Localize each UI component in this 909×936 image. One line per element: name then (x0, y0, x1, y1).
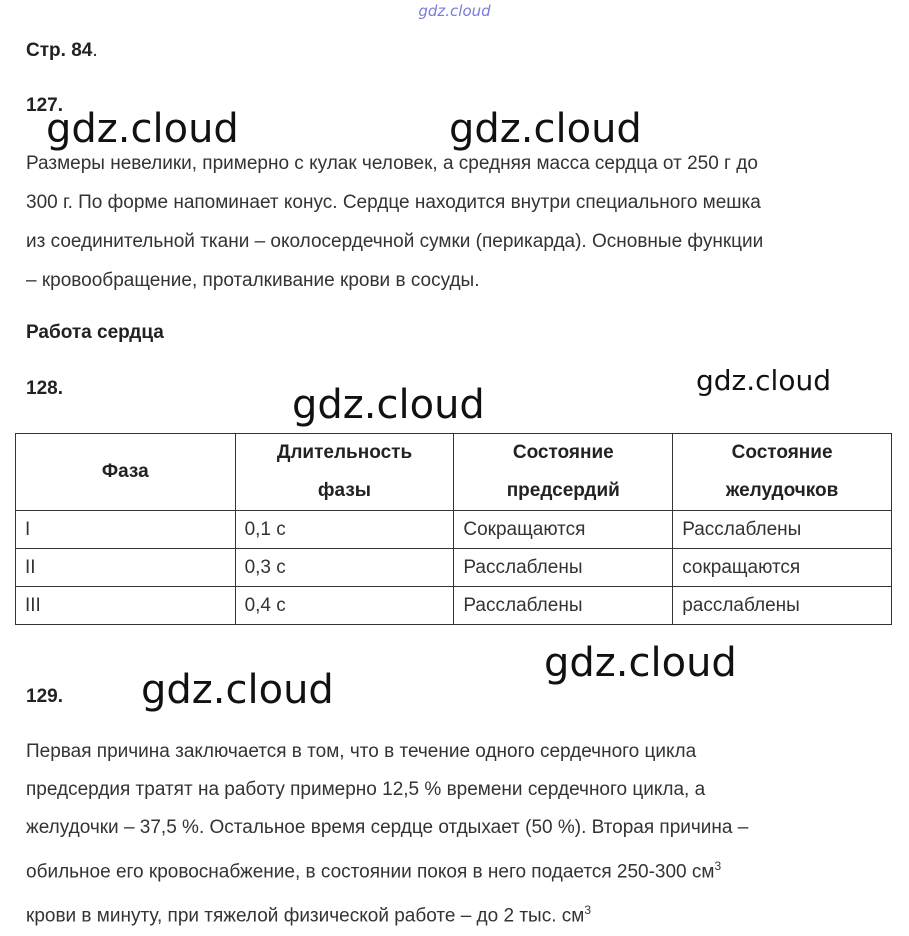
header-atria-line2: предсердий (506, 480, 620, 501)
task-127-text (26, 144, 896, 300)
table-cell: Сокращаются (454, 511, 673, 549)
header-atria-line1: Состояние (512, 442, 614, 463)
watermark-1: gdz.cloud (46, 106, 239, 152)
table-cell: III (16, 587, 236, 625)
watermark-2: gdz.cloud (449, 106, 642, 152)
cubic-superscript: 3 (584, 903, 591, 918)
top-watermark: gdz.cloud (418, 2, 491, 20)
header-ventricles-line1: Состояние (731, 442, 833, 463)
table-cell: I (16, 511, 236, 549)
task-127-line: Размеры невелики, примерно с кулак человек, а средняя масса сердца от 250 г до (26, 153, 758, 174)
watermark-4: gdz.cloud (292, 382, 485, 428)
task-129-line-4-text: обильное его кровоснабжение, в состоянии покоя в него подается 250-300 см (26, 861, 715, 883)
table-row (16, 549, 892, 587)
watermark-3: gdz.cloud (696, 364, 831, 397)
task-129-line: Первая причина заключается в том, что в течение одного сердечного цикла (26, 741, 697, 762)
table-cell: 0,3 с (235, 549, 454, 587)
watermark-5: gdz.cloud (544, 640, 737, 686)
table-cell: сокращаются (673, 549, 892, 587)
header-duration (235, 434, 454, 511)
header-ventricles (673, 434, 892, 511)
page-label-text: Стр. 84 (26, 40, 93, 61)
page-label-dot: . (92, 40, 98, 61)
section-title: Работа сердца (26, 322, 164, 343)
watermark-6: gdz.cloud (141, 667, 334, 713)
header-phase (16, 434, 236, 511)
table-row (16, 511, 892, 549)
task-129-line-4 (26, 847, 896, 891)
header-ventricles-line2: желудочков (725, 480, 839, 501)
table-cell: расслаблены (673, 587, 892, 625)
table-cell: 0,4 с (235, 587, 454, 625)
table-header-row (16, 434, 892, 511)
task-129-line: предсердия тратят на работу примерно 12,5 % времени сердечного цикла, а (26, 779, 706, 800)
header-duration-line2: фазы (317, 480, 372, 501)
header-duration-line1: Длительность (276, 442, 413, 463)
task-127-line: из соединительной ткани – околосердечной сумки (перикарда). Основные функции (26, 231, 764, 252)
phases-table (15, 433, 892, 625)
task-129-line-5 (26, 891, 896, 935)
task-127-number: 127. (26, 95, 63, 116)
table-cell: II (16, 549, 236, 587)
task-128-number: 128. (26, 378, 63, 399)
table-cell: Расслаблены (673, 511, 892, 549)
task-129-line-5-text: крови в минуту, при тяжелой физической работе – до 2 тыс. см (26, 905, 585, 927)
cubic-superscript: 3 (714, 859, 722, 873)
header-atria (454, 434, 673, 511)
table-row (16, 587, 892, 625)
page-label (26, 40, 98, 62)
task-129-line: желудочки – 37,5 %. Остальное время сердце отдыхает (50 %). Вторая причина – (26, 817, 749, 838)
table-cell: 0,1 с (235, 511, 454, 549)
table-cell: Расслаблены (454, 549, 673, 587)
task-127-line: – кровообращение, проталкивание крови в сосуды. (26, 270, 480, 291)
task-129-number: 129. (26, 686, 63, 707)
header-phase-text: Фаза (101, 461, 149, 482)
task-129-text (26, 733, 896, 936)
task-127-line: 300 г. По форме напоминает конус. Сердце находится внутри специального мешка (26, 192, 761, 213)
table-cell: Расслаблены (454, 587, 673, 625)
